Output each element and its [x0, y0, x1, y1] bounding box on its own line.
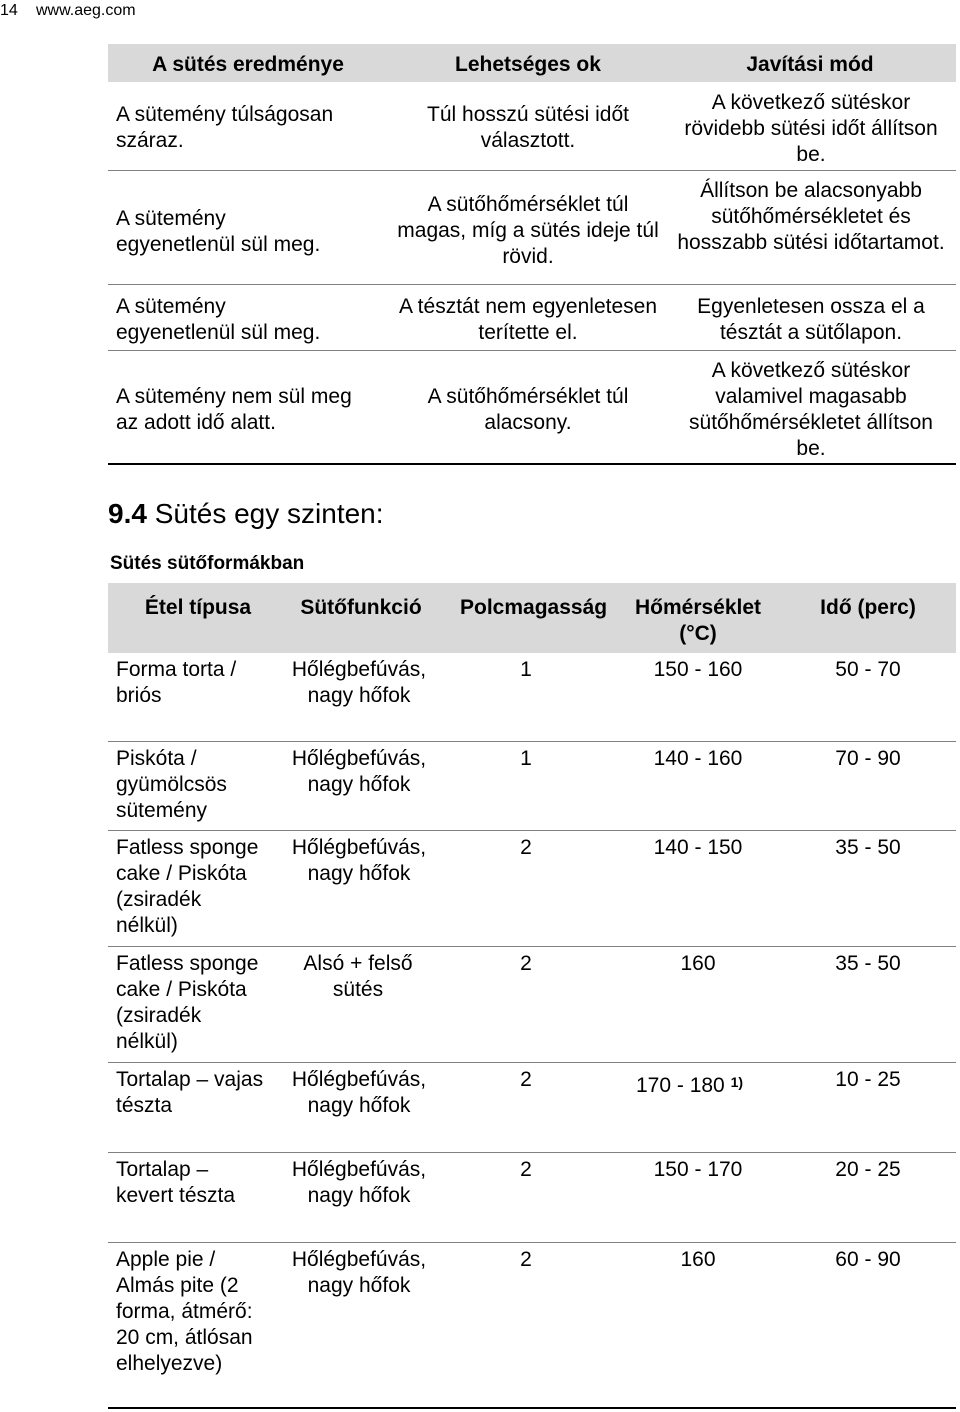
t2-r4-food: Fatless sponge cake / Piskóta (zsiradék nélkül) [116, 952, 259, 1053]
row-divider [108, 946, 956, 947]
t2-r7-function: Hőlégbefúvás, nagy hőfok [291, 1248, 427, 1297]
t2-r5-function: Hőlégbefúvás, nagy hőfok [291, 1068, 427, 1117]
footnote-mark: 1) [730, 1074, 744, 1090]
t1-r2-result: A sütemény egyenetlenül sül meg. [116, 207, 321, 256]
t1-r4-remedy: A következő sütéskor valamivel magasabb sütőhőmérsékletet állítson be. [689, 359, 933, 460]
row-divider [108, 741, 956, 742]
t1-r1-cause: Túl hosszú sütési időt választott. [427, 103, 629, 152]
row-divider [108, 284, 956, 285]
header-function: Sütőfunkció [300, 596, 422, 619]
page-url: www.aeg.com [36, 2, 136, 19]
t2-r7-shelf: 2 [520, 1248, 532, 1271]
row-divider [108, 1152, 956, 1153]
row-divider [108, 350, 956, 351]
t2-r2-temp: 140 - 160 [653, 747, 743, 770]
t2-r6-time: 20 - 25 [835, 1158, 901, 1181]
t2-r3-time: 35 - 50 [835, 836, 901, 859]
t1-r2-remedy: Állítson be alacsonyabb sütőhőmérsékletet és hosszabb sütési időtartamot. [677, 179, 945, 254]
section-number: 9.4 [108, 498, 147, 529]
table-bottom-rule [108, 463, 956, 465]
t2-r2-function: Hőlégbefúvás, nagy hőfok [291, 747, 427, 796]
t2-r3-food: Fatless sponge cake / Piskóta (zsiradék nélkül) [116, 836, 259, 937]
t2-r5-temp-value: 170 - 180 [636, 1074, 725, 1097]
t2-r7-temp: 160 [680, 1248, 716, 1271]
table-header [108, 583, 956, 653]
t1-r3-remedy: Egyenletesen ossza el a tésztát a sütőlapon. [697, 295, 925, 344]
t2-r5-shelf: 2 [520, 1068, 532, 1091]
t2-r6-food: Tortalap – kevert tészta [116, 1158, 236, 1207]
t2-r4-time: 35 - 50 [835, 952, 901, 975]
header-temperature: Hőmérséklet (°C) [634, 596, 762, 645]
section-title-text: Sütés egy szinten: [154, 498, 384, 529]
t1-r1-remedy: A következő sütéskor rövidebb sütési időt állítson be. [684, 91, 938, 166]
t2-r2-time: 70 - 90 [835, 747, 901, 770]
troubleshooting-table [108, 44, 956, 464]
t2-r7-time: 60 - 90 [835, 1248, 901, 1271]
t2-r4-temp: 160 [680, 952, 716, 975]
subtitle: Sütés sütőformákban [110, 553, 305, 574]
t2-r4-function: Alsó + felső sütés [303, 952, 413, 1001]
t2-r3-shelf: 2 [520, 836, 532, 859]
t2-r1-food: Forma torta / briós [116, 658, 237, 707]
t2-r6-temp: 150 - 170 [653, 1158, 743, 1181]
header-remedy: Javítási mód [746, 53, 874, 76]
row-divider [108, 830, 956, 831]
header-food-type: Étel típusa [144, 596, 252, 619]
t1-r4-result: A sütemény nem sül meg az adott idő alatt. [116, 385, 352, 434]
t2-r1-function: Hőlégbefúvás, nagy hőfok [291, 658, 427, 707]
t2-r6-shelf: 2 [520, 1158, 532, 1181]
page-number: 14 [0, 2, 18, 19]
section-title [108, 497, 384, 531]
t2-r1-time: 50 - 70 [835, 658, 901, 681]
t2-r1-temp: 150 - 160 [653, 658, 743, 681]
table-header [108, 44, 956, 82]
t2-r3-function: Hőlégbefúvás, nagy hőfok [291, 836, 427, 885]
t2-r2-food: Piskóta / gyümölcsös sütemény [116, 747, 227, 822]
t2-r6-function: Hőlégbefúvás, nagy hőfok [291, 1158, 427, 1207]
t1-r3-result: A sütemény egyenetlenül sül meg. [116, 295, 321, 344]
t1-r1-result: A sütemény túlságosan száraz. [116, 103, 334, 152]
t2-r1-shelf: 1 [520, 658, 532, 681]
t2-r5-food: Tortalap – vajas tészta [116, 1068, 264, 1117]
row-divider [108, 170, 956, 171]
t2-r7-food: Apple pie / Almás pite (2 forma, átmérő: 20 cm, átlósan elhelyezve) [116, 1248, 253, 1375]
header-result: A sütés eredménye [152, 53, 344, 76]
header-shelf-level: Polcmagasság [460, 596, 608, 619]
t2-r2-shelf: 1 [520, 747, 532, 770]
t1-r3-cause: A tésztát nem egyenletesen terítette el. [399, 295, 657, 344]
t2-r5-time: 10 - 25 [835, 1068, 901, 1091]
t2-r5-temp [636, 1073, 786, 1099]
header-time: Idő (perc) [820, 596, 916, 619]
t1-r4-cause: A sütőhőmérséklet túl alacsony. [427, 385, 629, 434]
header-cause: Lehetséges ok [455, 53, 601, 76]
t2-r4-shelf: 2 [520, 952, 532, 975]
table-bottom-rule [108, 1407, 956, 1409]
baking-table [108, 583, 956, 1409]
t2-r3-temp: 140 - 150 [653, 836, 743, 859]
row-divider [108, 1242, 956, 1243]
row-divider [108, 1062, 956, 1063]
t1-r2-cause: A sütőhőmérséklet túl magas, míg a sütés ideje túl rövid. [397, 193, 659, 268]
